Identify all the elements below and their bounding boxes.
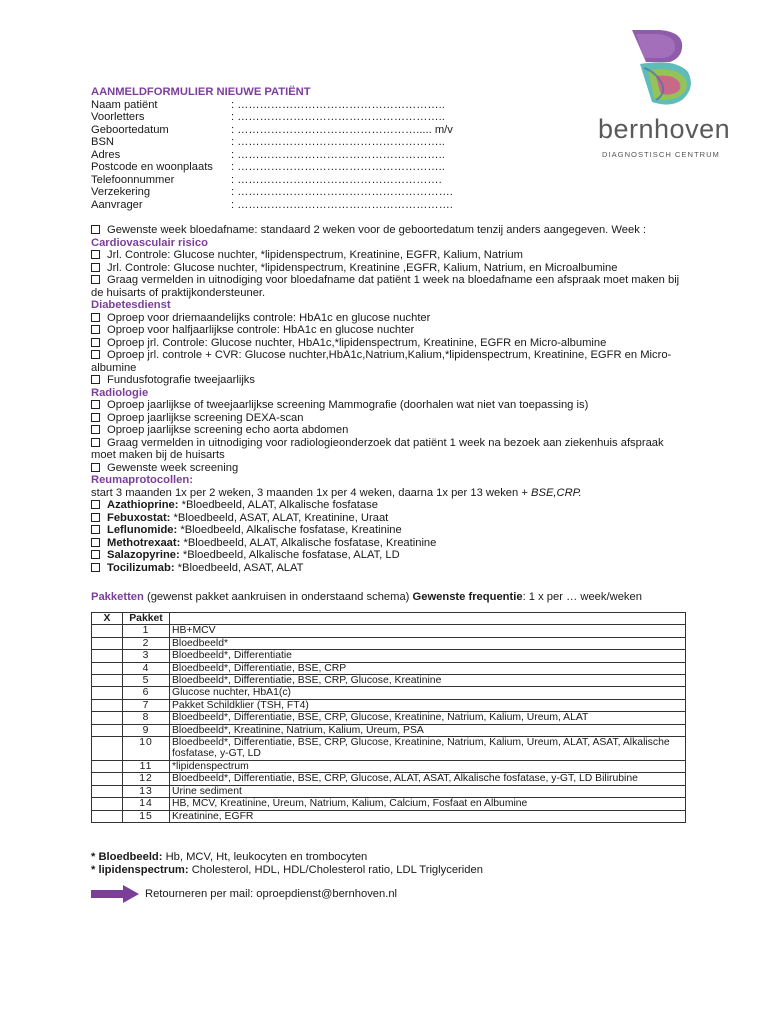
note-bloedbeeld: * Bloedbeeld: Hb, MCV, Ht, leukocyten en trombocyten	[91, 851, 368, 863]
table-header-row	[92, 613, 686, 625]
table-row	[92, 810, 686, 822]
checkbox[interactable]	[91, 425, 100, 434]
pakket-content: Glucose nuchter, HbA1(c)	[170, 687, 686, 699]
select-cell[interactable]	[92, 737, 123, 761]
checklist-item: Oproep voor driemaandelijks controle: HbA1c en glucose nuchter	[91, 312, 691, 325]
drug-name: Azathioprine:	[107, 499, 179, 511]
drug-name: Methotrexaat:	[107, 536, 181, 549]
checkbox[interactable]	[91, 375, 100, 384]
table-row	[92, 625, 686, 637]
form-field-input[interactable]: : ………………………………………………..	[231, 136, 445, 148]
checklist-item: Jrl. Controle: Glucose nuchter, *lipidenspectrum, Kreatinine ,EGFR, Kalium, Natrium, en Microalbumine	[91, 262, 691, 275]
checklist-item: Oproep jrl. Controle: Glucose nuchter, HbA1c,*lipidenspectrum, Kreatinine, EGFR en Micro-albumine	[91, 337, 691, 350]
pakket-content: Bloedbeeld*, Differentiatie, BSE, CRP	[170, 662, 686, 674]
table-row	[92, 773, 686, 785]
checklist-item: Oproep jrl. controle + CVR: Glucose nuchter,HbA1c,Natrium,Kalium,*lipidenspectrum, Kreatinine, EGFR en Micro-albumine	[91, 349, 672, 374]
checklist-item: Oproep jaarlijkse of tweejaarlijkse screening Mammografie (doorhalen wat niet van toepassing is)	[91, 399, 691, 412]
pakket-content: Bloedbeeld*, Differentiatie, BSE, CRP, Glucose, Kreatinine, Natrium, Kalium, Ureum, ALAT, ASAT, Alkalische fosfatase, y-GT, LD	[170, 737, 686, 761]
pakket-content: Bloedbeeld*, Differentiatie, BSE, CRP, Glucose, Kreatinine	[170, 675, 686, 687]
radiologie-list	[91, 399, 691, 474]
radiologie-heading: Radiologie	[91, 386, 149, 399]
checklist-item: Oproep voor halfjaarlijkse controle: HbA1c en glucose nuchter	[91, 324, 691, 337]
select-cell[interactable]	[92, 724, 123, 736]
pakketten-table	[91, 612, 686, 823]
select-cell[interactable]	[92, 699, 123, 711]
pakket-content: *lipidenspectrum	[170, 760, 686, 772]
form-field-row	[91, 124, 691, 137]
pakket-number: 12	[123, 773, 170, 785]
checkbox[interactable]	[91, 513, 100, 522]
select-cell[interactable]	[92, 650, 123, 662]
form-field-row	[91, 149, 691, 162]
pakket-content: Kreatinine, EGFR	[170, 810, 686, 822]
select-cell[interactable]	[92, 773, 123, 785]
checkbox[interactable]	[91, 225, 100, 234]
table-row	[92, 637, 686, 649]
form-field-label: Postcode en woonplaats	[91, 161, 213, 173]
retour-row	[91, 885, 397, 903]
reuma-item	[91, 512, 691, 525]
checkbox[interactable]	[91, 550, 100, 559]
form-field-input[interactable]: : ……………………………………………….	[231, 173, 442, 186]
options-block	[91, 224, 691, 574]
form-field-label: Adres	[91, 148, 121, 161]
select-cell[interactable]	[92, 687, 123, 699]
table-row	[92, 650, 686, 662]
form-field-label: Telefoonnummer	[91, 173, 175, 186]
form-fields	[91, 99, 691, 212]
table-row	[92, 699, 686, 711]
logo-wordmark: bernhoven	[598, 114, 731, 144]
reuma-list	[91, 499, 691, 574]
drug-tests: *Bloedbeeld, ASAT, ALAT, Kreatinine, Uraat	[173, 511, 389, 524]
drug-tests: *Bloedbeeld, Alkalische fosfatase, ALAT, LD	[182, 549, 400, 561]
form-field-label: Naam patiënt	[91, 98, 158, 111]
form-field-label: Aanvrager	[91, 198, 143, 211]
checkbox[interactable]	[91, 325, 100, 334]
table-row	[92, 687, 686, 699]
pakket-number: 14	[123, 798, 170, 810]
table-row	[92, 662, 686, 674]
form-field-row	[91, 186, 691, 199]
checklist-item: Oproep jaarlijkse screening DEXA-scan	[91, 412, 691, 425]
checklist-item: Oproep jaarlijkse screening echo aorta abdomen	[91, 424, 691, 437]
pakket-content: Urine sediment	[170, 785, 686, 797]
pakket-number: 3	[123, 650, 170, 662]
arrow-right-icon	[91, 885, 139, 903]
checkbox[interactable]	[91, 250, 100, 259]
select-cell[interactable]	[92, 662, 123, 674]
reuma-item	[91, 549, 691, 562]
cardio-list	[91, 249, 691, 299]
pakket-content: HB, MCV, Kreatinine, Ureum, Natrium, Kalium, Calcium, Fosfaat en Albumine	[170, 798, 686, 810]
form-field-input[interactable]: : ………………………………………………..	[231, 111, 445, 123]
form-field-label: Verzekering	[91, 186, 151, 198]
form-field-input[interactable]: : ………………………………………………..	[231, 148, 445, 161]
checkbox[interactable]	[91, 500, 100, 509]
select-cell[interactable]	[92, 712, 123, 724]
table-row	[92, 737, 686, 761]
table-row	[92, 798, 686, 810]
table-row	[92, 785, 686, 797]
pakket-content: Bloedbeeld*, Kreatinine, Natrium, Kalium, Ureum, PSA	[170, 724, 686, 736]
col-x-header: X	[92, 613, 123, 625]
pakketten-heading-row: Pakketten (gewenst pakket aankruisen in onderstaand schema) Gewenste frequentie: 1 x per … week/weken	[91, 591, 642, 603]
pakket-number: 2	[123, 637, 170, 649]
checklist-item: Graag vermelden in uitnodiging voor radiologieonderzoek dat patiënt 1 week na bezoek aan ziekenhuis afspraak moet maken bij de huisarts	[91, 436, 664, 461]
drug-tests: *Bloedbeeld, ALAT, Alkalische fosfatase	[181, 499, 378, 511]
drug-tests: *Bloedbeeld, ASAT, ALAT	[177, 561, 304, 574]
select-cell[interactable]	[92, 760, 123, 772]
pakket-content: Bloedbeeld*, Differentiatie, BSE, CRP, Glucose, Kreatinine, Natrium, Kalium, Ureum, ALAT	[170, 712, 686, 724]
col-pakket-header: Pakket	[123, 613, 170, 625]
table-row	[92, 760, 686, 772]
checkbox[interactable]	[91, 313, 100, 322]
pakket-number: 9	[123, 724, 170, 736]
reuma-heading: Reumaprotocollen:	[91, 474, 193, 486]
select-cell[interactable]	[92, 625, 123, 637]
select-cell[interactable]	[92, 675, 123, 687]
reuma-item	[91, 524, 691, 537]
drug-name: Tocilizumab:	[107, 561, 175, 574]
retour-text[interactable]: Retourneren per mail: oproepdienst@bernhoven.nl	[145, 888, 398, 900]
table-row	[92, 724, 686, 736]
form-field-row	[91, 174, 691, 187]
checklist-item: Gewenste week screening	[91, 462, 691, 475]
checkbox[interactable]	[91, 275, 100, 284]
form-field-row	[91, 99, 691, 112]
drug-name: Febuxostat:	[107, 511, 171, 524]
drug-tests: *Bloedbeeld, ALAT, Alkalische fosfatase, Kreatinine	[183, 536, 437, 549]
table-row	[92, 712, 686, 724]
pakket-content: HB+MCV	[170, 625, 686, 637]
form-field-input[interactable]: : ………………………………………………….	[231, 186, 453, 198]
form-field-row	[91, 111, 691, 124]
checkbox[interactable]	[91, 463, 100, 472]
diabetes-heading: Diabetesdienst	[91, 299, 171, 311]
checkbox[interactable]	[91, 400, 100, 409]
checkbox[interactable]	[91, 263, 100, 272]
checklist-item: Graag vermelden in uitnodiging voor bloedafname dat patiënt 1 week na bloedafname een afspraak moet maken bij de huisarts of praktijkondersteuner.	[91, 274, 680, 299]
checklist-item: Fundusfotografie tweejaarlijks	[91, 374, 691, 387]
note-lipidenspectrum: * lipidenspectrum: Cholesterol, HDL, HDL/Cholesterol ratio, LDL Triglyceriden	[91, 863, 483, 876]
checkbox[interactable]	[91, 525, 100, 534]
form-field-row	[91, 199, 691, 212]
pakket-number: 13	[123, 785, 170, 797]
table-row	[92, 675, 686, 687]
form-field-label: Voorletters	[91, 111, 145, 123]
checklist-item: Jrl. Controle: Glucose nuchter, *lipidenspectrum, Kreatinine, EGFR, Kalium, Natrium	[91, 249, 691, 262]
select-cell[interactable]	[92, 637, 123, 649]
form-field-row	[91, 161, 691, 174]
pakket-content: Bloedbeeld*, Differentiatie	[170, 650, 686, 662]
drug-name: Salazopyrine:	[107, 549, 180, 561]
pakket-content: Bloedbeeld*	[170, 637, 686, 649]
pakket-number: 1	[123, 625, 170, 637]
form-field-row	[91, 136, 691, 149]
checkbox[interactable]	[91, 338, 100, 347]
logo-subtitle: DIAGNOSTISCH CENTRUM	[602, 150, 720, 159]
pakket-number: 15	[123, 810, 170, 822]
select-cell[interactable]	[92, 785, 123, 797]
form-field-input[interactable]: : ………………………………………………….	[231, 198, 453, 211]
form-field-input[interactable]: : ………………………………………………..	[231, 161, 445, 173]
patient-form	[91, 86, 691, 211]
pakket-number: 7	[123, 699, 170, 711]
form-field-label: BSN	[91, 136, 115, 148]
reuma-item	[91, 499, 691, 512]
select-cell[interactable]	[92, 798, 123, 810]
pakket-content: Bloedbeeld*, Differentiatie, BSE, CRP, Glucose, ALAT, ASAT, Alkalische fosfatase, y-GT, LD Bilirubine	[170, 773, 686, 785]
reuma-item	[91, 562, 691, 575]
reuma-intro: start 3 maanden 1x per 2 weken, 3 maanden 1x per 4 weken, daarna 1x per 13 weken + BSE,CRP.	[91, 486, 582, 499]
checkbox[interactable]	[91, 438, 100, 447]
pakket-number: 6	[123, 687, 170, 699]
checkbox[interactable]	[91, 413, 100, 422]
drug-name: Leflunomide:	[107, 524, 178, 536]
pakket-number: 10	[123, 737, 170, 761]
cardio-heading: Cardiovasculair risico	[91, 236, 208, 249]
form-field-label: Geboortedatum	[91, 123, 169, 136]
form-title: AANMELDFORMULIER NIEUWE PATIËNT	[91, 86, 311, 98]
pakket-number: 5	[123, 675, 170, 687]
checkbox[interactable]	[91, 350, 100, 359]
checkbox[interactable]	[91, 563, 100, 572]
select-cell[interactable]	[92, 810, 123, 822]
footnotes	[91, 851, 483, 876]
reuma-item	[91, 537, 691, 550]
diabetes-list	[91, 312, 691, 387]
pakket-number: 8	[123, 712, 170, 724]
drug-tests: *Bloedbeeld, Alkalische fosfatase, Kreatinine	[180, 524, 402, 536]
pakket-content: Pakket Schildklier (TSH, FT4)	[170, 699, 686, 711]
pakket-number: 4	[123, 662, 170, 674]
pakket-number: 11	[123, 760, 170, 772]
form-field-input[interactable]: : …………………………………………..... m/v	[231, 123, 453, 136]
checkbox[interactable]	[91, 538, 100, 547]
form-field-input[interactable]: : ………………………………………………..	[231, 98, 445, 111]
gewenste-week-row: Gewenste week bloedafname: standaard 2 weken voor de geboortedatum tenzij anders aangegeven. Week :	[91, 224, 691, 237]
